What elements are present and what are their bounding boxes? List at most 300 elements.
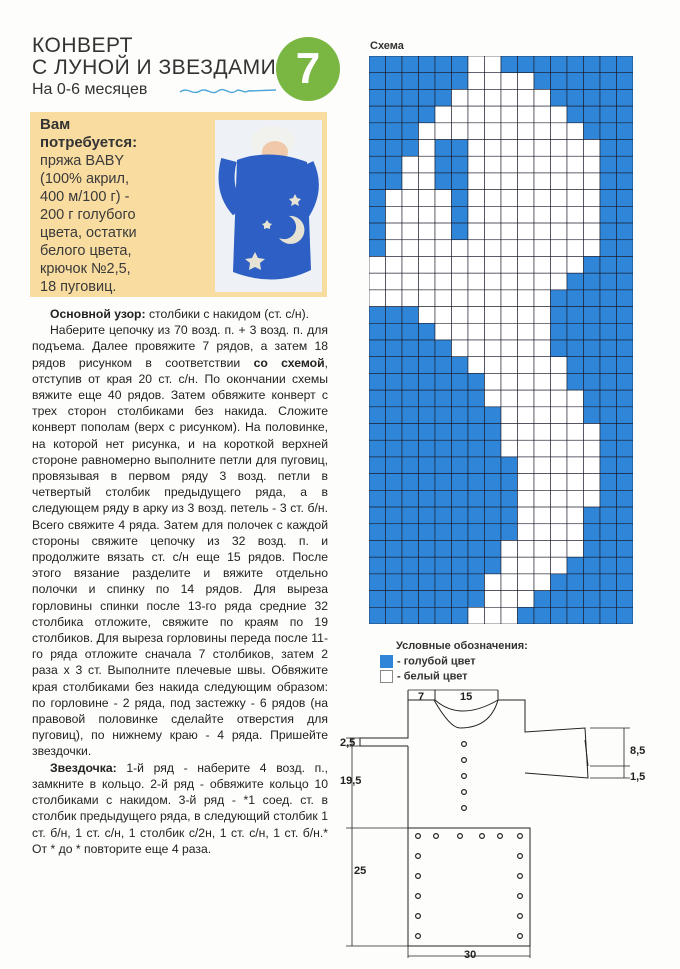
scheme-cell: [485, 424, 502, 441]
scheme-cell: [551, 340, 568, 357]
scheme-cell: [567, 507, 584, 524]
subtitle: На 0-6 месяцев: [32, 81, 148, 98]
scheme-cell: [567, 407, 584, 424]
scheme-cell: [518, 607, 535, 624]
scheme-cell: [452, 89, 469, 106]
scheme-cell: [386, 507, 403, 524]
scheme-cell: [485, 323, 502, 340]
scheme-cell: [386, 373, 403, 390]
white-swatch: [380, 670, 393, 683]
scheme-cell: [617, 206, 634, 223]
scheme-cell: [551, 89, 568, 106]
scheme-cell: [501, 591, 518, 608]
baby-photo-illustration: [215, 120, 322, 292]
scheme-cell: [534, 440, 551, 457]
scheme-cell: [386, 290, 403, 307]
scheme-cell: [567, 373, 584, 390]
scheme-cell: [534, 190, 551, 207]
scheme-cell: [534, 373, 551, 390]
scheme-cell: [419, 123, 436, 140]
scheme-cell: [518, 89, 535, 106]
scheme-cell: [485, 607, 502, 624]
materials-line: пряжа BABY: [40, 153, 125, 169]
scheme-cell: [468, 557, 485, 574]
scheme-cell: [485, 524, 502, 541]
scheme-cell: [419, 89, 436, 106]
scheme-cell: [435, 407, 452, 424]
scheme-cell: [452, 240, 469, 257]
scheme-cell: [567, 56, 584, 73]
scheme-cell: [617, 56, 634, 73]
scheme-cell: [468, 607, 485, 624]
scheme-cell: [435, 373, 452, 390]
scheme-cell: [402, 173, 419, 190]
scheme-cell: [551, 256, 568, 273]
pattern-text: столбики с накидом (ст. с/н).: [148, 307, 310, 321]
scheme-cell: [584, 290, 601, 307]
scheme-cell: [551, 591, 568, 608]
scheme-cell: [386, 323, 403, 340]
scheme-cell: [402, 123, 419, 140]
scheme-cell: [386, 73, 403, 90]
scheme-cell: [435, 524, 452, 541]
scheme-cell: [485, 256, 502, 273]
scheme-cell: [369, 457, 386, 474]
scheme-cell: [452, 540, 469, 557]
scheme-cell: [452, 407, 469, 424]
scheme-cell: [402, 390, 419, 407]
scheme-cell: [402, 156, 419, 173]
scheme-cell: [386, 140, 403, 157]
scheme-cell: [617, 557, 634, 574]
scheme-grid: [369, 56, 633, 624]
scheme-cell: [617, 89, 634, 106]
scheme-cell: [584, 407, 601, 424]
scheme-cell: [584, 256, 601, 273]
scheme-cell: [501, 490, 518, 507]
scheme-cell: [501, 357, 518, 374]
scheme-cell: [518, 357, 535, 374]
scheme-cell: [551, 524, 568, 541]
scheme-cell: [501, 390, 518, 407]
scheme-cell: [402, 357, 419, 374]
scheme-cell: [584, 240, 601, 257]
scheme-cell: [501, 373, 518, 390]
scheme-cell: [600, 307, 617, 324]
scheme-cell: [485, 373, 502, 390]
scheme-cell: [518, 273, 535, 290]
scheme-cell: [435, 56, 452, 73]
scheme-cell: [600, 290, 617, 307]
scheme-cell: [567, 89, 584, 106]
scheme-cell: [551, 424, 568, 441]
scheme-cell: [551, 474, 568, 491]
scheme-cell: [435, 507, 452, 524]
scheme-cell: [452, 56, 469, 73]
scheme-cell: [518, 106, 535, 123]
scheme-cell: [584, 190, 601, 207]
scheme-cell: [369, 474, 386, 491]
scheme-cell: [567, 156, 584, 173]
scheme-cell: [386, 474, 403, 491]
scheme-cell: [600, 540, 617, 557]
scheme-cell: [468, 223, 485, 240]
scheme-cell: [419, 557, 436, 574]
scheme-cell: [468, 424, 485, 441]
scheme-cell: [452, 206, 469, 223]
scheme-cell: [419, 524, 436, 541]
scheme-cell: [617, 273, 634, 290]
scheme-cell: [617, 607, 634, 624]
scheme-cell: [567, 524, 584, 541]
scheme-cell: [419, 357, 436, 374]
scheme-cell: [501, 323, 518, 340]
scheme-cell: [386, 206, 403, 223]
scheme-cell: [584, 474, 601, 491]
scheme-cell: [518, 424, 535, 441]
scheme-cell: [452, 440, 469, 457]
scheme-cell: [452, 457, 469, 474]
scheme-cell: [534, 457, 551, 474]
scheme-cell: [600, 507, 617, 524]
scheme-cell: [518, 390, 535, 407]
scheme-cell: [468, 474, 485, 491]
scheme-cell: [534, 106, 551, 123]
scheme-cell: [402, 256, 419, 273]
materials-heading-2: потребуется:: [40, 134, 138, 151]
main-text-bold: со схемой: [253, 355, 325, 370]
scheme-cell: [534, 256, 551, 273]
scheme-cell: [435, 190, 452, 207]
scheme-cell: [501, 140, 518, 157]
scheme-cell: [485, 457, 502, 474]
scheme-cell: [567, 440, 584, 457]
baby-envelope-photo: [215, 120, 322, 292]
scheme-cell: [485, 123, 502, 140]
scheme-cell: [435, 540, 452, 557]
scheme-cell: [600, 223, 617, 240]
legend-title: Условные обозначения:: [396, 640, 528, 652]
page-title: [32, 35, 276, 79]
scheme-cell: [534, 323, 551, 340]
scheme-cell: [419, 373, 436, 390]
scheme-cell: [617, 457, 634, 474]
scheme-cell: [369, 591, 386, 608]
scheme-cell: [369, 507, 386, 524]
scheme-cell: [584, 490, 601, 507]
scheme-cell: [600, 123, 617, 140]
scheme-cell: [369, 490, 386, 507]
scheme-cell: [452, 73, 469, 90]
scheme-cell: [402, 190, 419, 207]
scheme-cell: [600, 440, 617, 457]
scheme-cell: [435, 73, 452, 90]
scheme-cell: [419, 173, 436, 190]
scheme-cell: [551, 290, 568, 307]
scheme-cell: [452, 490, 469, 507]
materials-heading-1: Вам: [40, 116, 71, 133]
scheme-cell: [402, 524, 419, 541]
scheme-cell: [485, 240, 502, 257]
scheme-cell: [369, 390, 386, 407]
scheme-cell: [584, 574, 601, 591]
scheme-cell: [584, 173, 601, 190]
scheme-cell: [452, 307, 469, 324]
scheme-cell: [402, 89, 419, 106]
scheme-cell: [485, 190, 502, 207]
scheme-cell: [584, 123, 601, 140]
scheme-cell: [534, 173, 551, 190]
scheme-cell: [468, 273, 485, 290]
scheme-cell: [584, 340, 601, 357]
scheme-cell: [468, 140, 485, 157]
scheme-cell: [567, 140, 584, 157]
scheme-cell: [617, 190, 634, 207]
scheme-cell: [419, 340, 436, 357]
scheme-cell: [617, 106, 634, 123]
scheme-cell: [617, 340, 634, 357]
scheme-cell: [617, 407, 634, 424]
scheme-cell: [567, 490, 584, 507]
scheme-cell: [501, 89, 518, 106]
scheme-cell: [369, 440, 386, 457]
scheme-cell: [617, 490, 634, 507]
scheme-cell: [452, 607, 469, 624]
scheme-cell: [452, 507, 469, 524]
scheme-cell: [501, 524, 518, 541]
dim-bottom: 30: [464, 949, 477, 961]
scheme-cell: [501, 73, 518, 90]
main-text-start: Наберите цепочку из 70 возд. п. + 3 возд. п. для подъема. Далее провяжите 7 рядов, а затем 18 рядов рисунком в соответствии: [32, 323, 328, 370]
scheme-cell: [518, 156, 535, 173]
scheme-cell: [419, 140, 436, 157]
scheme-cell: [600, 156, 617, 173]
scheme-cell: [369, 290, 386, 307]
scheme-cell: [600, 524, 617, 541]
scheme-cell: [485, 307, 502, 324]
scheme-cell: [435, 490, 452, 507]
scheme-cell: [419, 106, 436, 123]
scheme-cell: [518, 507, 535, 524]
scheme-cell: [501, 240, 518, 257]
materials-line: крючок №2,5,: [40, 261, 131, 277]
scheme-cell: [452, 290, 469, 307]
scheme-cell: [485, 591, 502, 608]
scheme-cell: [468, 507, 485, 524]
scheme-cell: [567, 273, 584, 290]
scheme-cell: [452, 340, 469, 357]
scheme-cell: [617, 424, 634, 441]
scheme-cell: [534, 290, 551, 307]
scheme-cell: [584, 524, 601, 541]
scheme-cell: [386, 156, 403, 173]
dim-left-c: 25: [354, 865, 367, 877]
scheme-cell: [501, 56, 518, 73]
scheme-cell: [386, 340, 403, 357]
scheme-cell: [402, 557, 419, 574]
scheme-cell: [600, 607, 617, 624]
scheme-cell: [584, 89, 601, 106]
scheme-cell: [485, 507, 502, 524]
scheme-cell: [419, 407, 436, 424]
scheme-cell: [419, 490, 436, 507]
scheme-cell: [402, 240, 419, 257]
scheme-cell: [534, 73, 551, 90]
scheme-cell: [584, 156, 601, 173]
scheme-cell: [435, 591, 452, 608]
scheme-cell: [369, 524, 386, 541]
scheme-cell: [485, 89, 502, 106]
scheme-cell: [485, 273, 502, 290]
scheme-cell: [617, 540, 634, 557]
main-paragraph: [32, 322, 328, 759]
scheme-cell: [551, 240, 568, 257]
scheme-cell: [567, 106, 584, 123]
scheme-cell: [452, 557, 469, 574]
scheme-cell: [551, 390, 568, 407]
dim-left-b: 19,5: [340, 775, 362, 787]
scheme-cell: [485, 156, 502, 173]
scheme-cell: [468, 490, 485, 507]
scheme-cell: [551, 557, 568, 574]
dim-left-a: 2,5: [340, 737, 356, 749]
scheme-cell: [501, 156, 518, 173]
scheme-cell: [468, 457, 485, 474]
materials-line: 400 м/100 г) -: [40, 189, 130, 205]
scheme-cell: [567, 290, 584, 307]
scheme-cell: [617, 474, 634, 491]
scheme-cell: [617, 390, 634, 407]
scheme-cell: [386, 557, 403, 574]
scheme-cell: [402, 424, 419, 441]
scheme-cell: [600, 357, 617, 374]
scheme-cell: [600, 89, 617, 106]
scheme-cell: [468, 407, 485, 424]
scheme-cell: [435, 323, 452, 340]
scheme-cell: [501, 256, 518, 273]
star-label: Звездочка:: [50, 760, 117, 775]
scheme-cell: [600, 340, 617, 357]
scheme-cell: [402, 106, 419, 123]
scheme-cell: [617, 223, 634, 240]
scheme-cell: [534, 557, 551, 574]
scheme-cell: [567, 173, 584, 190]
scheme-cell: [435, 357, 452, 374]
scheme-cell: [386, 190, 403, 207]
scheme-cell: [617, 173, 634, 190]
scheme-cell: [584, 56, 601, 73]
scheme-cell: [485, 140, 502, 157]
scheme-cell: [468, 574, 485, 591]
scheme-cell: [485, 106, 502, 123]
scheme-title: Схема: [370, 40, 404, 52]
scheme-cell: [567, 390, 584, 407]
scheme-cell: [419, 591, 436, 608]
scheme-cell: [551, 56, 568, 73]
scheme-cell: [501, 440, 518, 457]
scheme-cell: [485, 173, 502, 190]
scheme-cell: [617, 73, 634, 90]
scheme-cell: [435, 140, 452, 157]
scheme-cell: [386, 424, 403, 441]
scheme-cell: [369, 323, 386, 340]
scheme-cell: [534, 407, 551, 424]
scheme-cell: [419, 607, 436, 624]
scheme-cell: [452, 190, 469, 207]
scheme-cell: [485, 206, 502, 223]
scheme-cell: [369, 540, 386, 557]
scheme-cell: [402, 73, 419, 90]
materials-text: [40, 116, 210, 296]
scheme-cell: [369, 123, 386, 140]
scheme-cell: [501, 190, 518, 207]
materials-line: 200 г голубого: [40, 207, 136, 223]
scheme-cell: [369, 424, 386, 441]
scheme-cell: [485, 474, 502, 491]
scheme-cell: [501, 290, 518, 307]
scheme-cell: [617, 240, 634, 257]
scheme-cell: [386, 540, 403, 557]
scheme-cell: [501, 273, 518, 290]
scheme-cell: [584, 223, 601, 240]
scheme-cell: [534, 206, 551, 223]
scheme-cell: [452, 173, 469, 190]
scheme-cell: [386, 123, 403, 140]
scheme-cell: [419, 323, 436, 340]
scheme-cell: [452, 591, 469, 608]
scheme-cell: [600, 574, 617, 591]
scheme-cell: [419, 540, 436, 557]
scheme-cell: [419, 56, 436, 73]
scheme-cell: [584, 540, 601, 557]
scheme-cell: [402, 273, 419, 290]
materials-line: белого цвета,: [40, 243, 132, 259]
scheme-cell: [468, 390, 485, 407]
scheme-cell: [485, 223, 502, 240]
scheme-cell: [617, 524, 634, 541]
scheme-cell: [435, 223, 452, 240]
scheme-cell: [435, 607, 452, 624]
scheme-cell: [551, 273, 568, 290]
dim-right-b: 1,5: [630, 771, 646, 783]
scheme-cell: [534, 507, 551, 524]
scheme-cell: [551, 607, 568, 624]
scheme-cell: [369, 156, 386, 173]
scheme-cell: [419, 256, 436, 273]
scheme-cell: [468, 373, 485, 390]
scheme-cell: [435, 106, 452, 123]
scheme-cell: [452, 390, 469, 407]
scheme-cell: [386, 106, 403, 123]
scheme-cell: [369, 173, 386, 190]
scheme-cell: [518, 307, 535, 324]
legend-white: [380, 670, 468, 683]
scheme-cell: [419, 390, 436, 407]
scheme-cell: [534, 140, 551, 157]
scheme-cell: [402, 591, 419, 608]
scheme-cell: [518, 591, 535, 608]
scheme-cell: [501, 557, 518, 574]
scheme-cell: [584, 307, 601, 324]
scheme-cell: [567, 424, 584, 441]
scheme-cell: [386, 574, 403, 591]
scheme-cell: [419, 424, 436, 441]
scheme-cell: [600, 474, 617, 491]
scheme-cell: [435, 206, 452, 223]
scheme-cell: [518, 524, 535, 541]
scheme-cell: [600, 140, 617, 157]
scheme-cell: [468, 540, 485, 557]
